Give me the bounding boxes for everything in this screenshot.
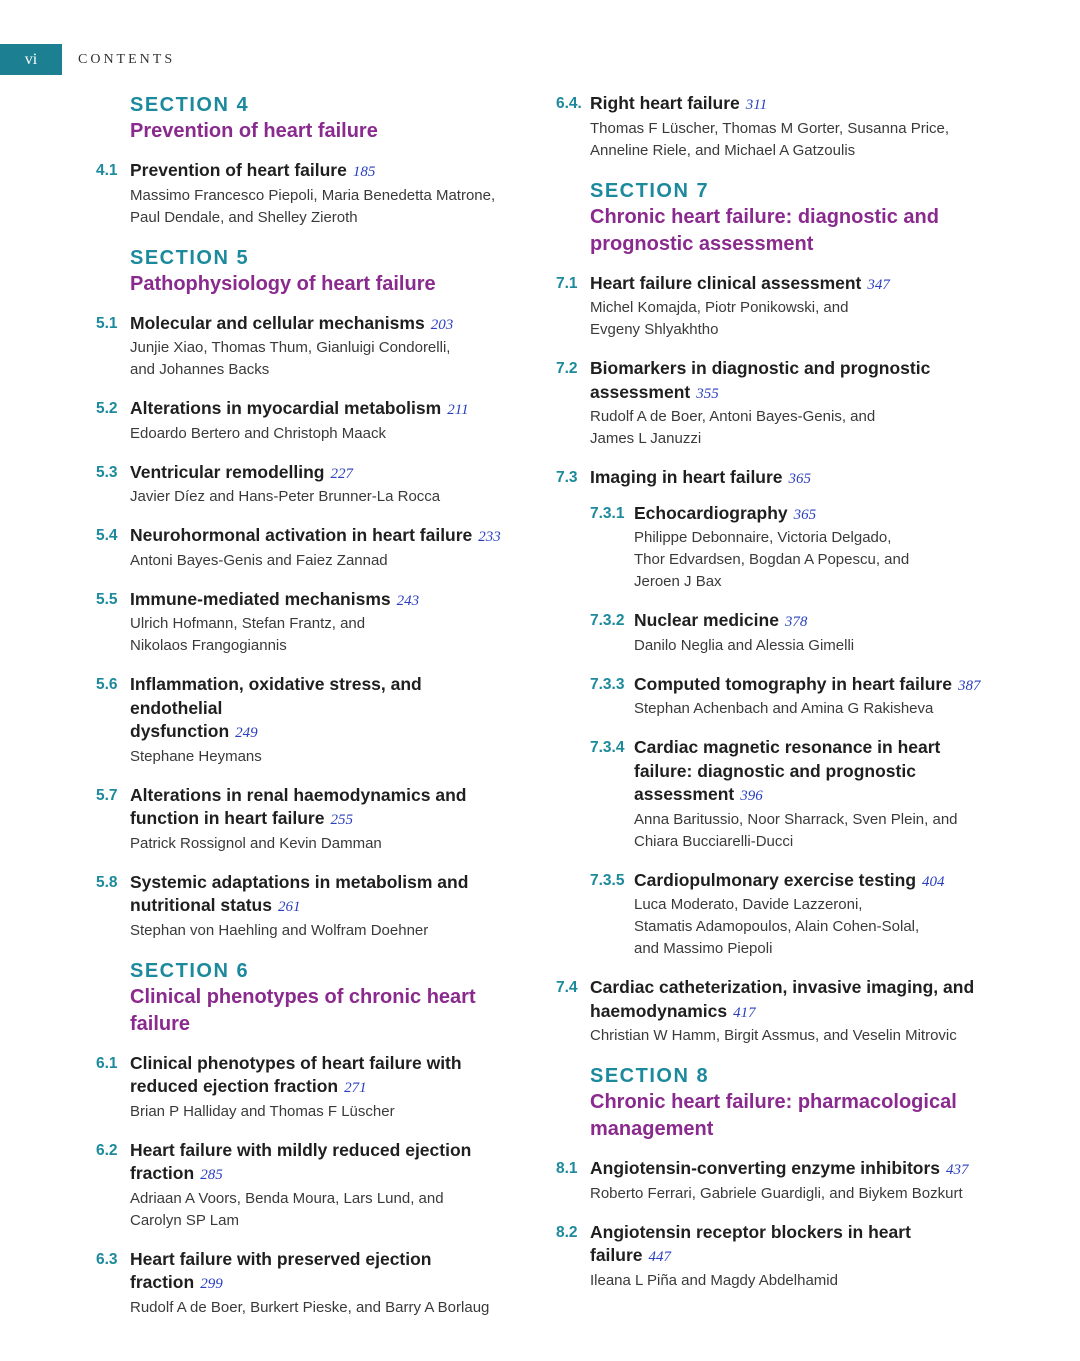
entry-authors: [590, 1025, 996, 1047]
entry-authors: [130, 833, 516, 855]
entry-authors: [634, 809, 996, 853]
entry-number: 5.8: [96, 873, 118, 891]
page-ref[interactable]: 299: [200, 1276, 223, 1292]
entry-title-text: assessment: [634, 784, 735, 804]
page-ref[interactable]: 311: [745, 97, 768, 113]
entry-number: 5.2: [96, 400, 118, 417]
page-ref[interactable]: 271: [344, 1080, 367, 1096]
entry-authors: [590, 406, 996, 450]
section-heading: [130, 92, 516, 145]
toc-entry[interactable]: [96, 461, 516, 509]
entry-title[interactable]: [130, 312, 516, 338]
entry-body: [590, 357, 996, 450]
subentry-list: [590, 502, 996, 961]
entry-title-line: [130, 807, 516, 833]
entry-title-line: Heart failure with preserved ejection: [130, 1248, 432, 1269]
entry-title-text: Ventricular remodelling: [130, 461, 325, 482]
author-line: Antoni Bayes-Genis and Faiez Zannad: [130, 551, 388, 569]
entry-title-line: [130, 1271, 516, 1297]
running-head: CONTENTS: [78, 51, 176, 67]
entry-authors: [130, 613, 516, 657]
entry-number: 5.6: [96, 676, 118, 693]
entry-title-line: [130, 1075, 516, 1101]
entry-title[interactable]: [590, 92, 996, 118]
entry-number: 5.4: [96, 527, 118, 544]
author-line: Philippe Debonnaire, Victoria Delgado,: [634, 529, 892, 546]
entry-title[interactable]: [130, 673, 516, 746]
toc-entry[interactable]: [556, 1157, 996, 1205]
author-line: Edoardo Bertero and Christoph Maack: [130, 424, 386, 442]
entry-authors: [130, 423, 516, 445]
entry-title-text: fraction: [130, 1272, 195, 1292]
section-label: SECTION 4: [130, 94, 250, 116]
entry-authors: [130, 1297, 516, 1319]
entry-authors: [634, 635, 996, 657]
toc-subentry[interactable]: [590, 736, 996, 853]
entry-title[interactable]: [130, 871, 516, 920]
toc-section: [96, 245, 516, 942]
entry-title-line: [130, 894, 516, 920]
entry-title-text: assessment: [590, 381, 691, 402]
toc-entry[interactable]: [96, 397, 516, 445]
entry-title[interactable]: [130, 461, 516, 487]
entry-number: 7.2: [556, 360, 578, 377]
section-title: [590, 204, 996, 258]
toc-entry[interactable]: [96, 1052, 516, 1123]
entry-title[interactable]: [590, 1221, 996, 1270]
page-ref[interactable]: 285: [200, 1167, 223, 1183]
entry-number: 5.3: [96, 463, 118, 481]
toc-entry[interactable]: [556, 92, 996, 162]
page-ref[interactable]: 387: [957, 677, 981, 694]
entry-title-text: Cardiopulmonary exercise testing: [634, 869, 917, 890]
entry-body: [130, 1139, 516, 1232]
author-line: Chiara Bucciarelli-Ducci: [634, 832, 794, 850]
toc-section: [96, 92, 516, 229]
entry-number: 7.3.5: [590, 871, 625, 889]
entry-title-line: [590, 1000, 996, 1026]
entry-title-line: Angiotensin receptor blockers in heart: [590, 1221, 911, 1242]
author-line: Javier Díez and Hans-Peter Brunner-La Rocca: [130, 488, 441, 505]
page-ref[interactable]: 447: [648, 1249, 672, 1265]
entry-title[interactable]: [590, 976, 996, 1025]
entry-title[interactable]: [130, 784, 516, 833]
toc-subentry[interactable]: [590, 609, 996, 657]
section-title-line: Chronic heart failure: pharmacological: [590, 1091, 957, 1113]
entry-body: [130, 524, 516, 572]
toc-subentry[interactable]: [590, 869, 996, 961]
entry-title-line: failure: diagnostic and prognostic: [634, 760, 916, 781]
entry-title-line: [130, 461, 516, 487]
entry-number: 8.2: [556, 1223, 578, 1241]
entry-authors: [590, 118, 996, 162]
author-line: Anneline Riele, and Michael A Gatzoulis: [590, 141, 856, 159]
entry-body: [130, 588, 516, 658]
entry-title-text: Right heart failure: [590, 93, 740, 113]
entry-number: 7.3: [556, 469, 578, 486]
entry-body: [130, 397, 516, 445]
author-line: Stephan Achenbach and Amina G Rakisheva: [634, 700, 934, 717]
author-line: Carolyn SP Lam: [130, 1211, 239, 1229]
entry-title-text: Neurohormonal activation in heart failure: [130, 525, 473, 545]
entry-number: 6.3: [96, 1250, 118, 1268]
section-heading: [130, 245, 516, 298]
entry-title-line: Systemic adaptations in metabolism and: [130, 871, 469, 892]
toc-right-column: [556, 92, 996, 1308]
section-title-line: Chronic heart failure: diagnostic and: [590, 205, 939, 228]
entry-title-text: fraction: [130, 1163, 195, 1183]
entry-title-line: [634, 502, 996, 528]
entry-body: [130, 784, 516, 855]
entry-title-text: nutritional status: [130, 895, 272, 915]
toc-entry[interactable]: [96, 1139, 516, 1232]
entry-authors: [130, 1101, 516, 1123]
entry-title-line: [590, 381, 996, 407]
author-line: Michel Komajda, Piotr Ponikowski, and: [590, 299, 849, 316]
page-ref[interactable]: 365: [793, 506, 817, 523]
entry-authors: [634, 894, 996, 960]
entry-body: [130, 871, 516, 942]
author-line: Patrick Rossignol and Kevin Damman: [130, 834, 382, 852]
entry-number: 6.2: [96, 1141, 118, 1159]
entry-authors: [590, 297, 996, 341]
entry-number: 7.3.1: [590, 504, 625, 522]
entry-authors: [130, 486, 516, 508]
page-ref[interactable]: 347: [867, 276, 890, 293]
entry-title-text: Computed tomography in heart failure: [634, 673, 952, 694]
author-line: Stephane Heymans: [130, 747, 262, 765]
toc-entry[interactable]: [556, 357, 996, 450]
toc-entry[interactable]: [96, 524, 516, 572]
entry-title-text: haemodynamics: [590, 1000, 728, 1021]
toc-entry[interactable]: [96, 312, 516, 382]
entry-title-line: [590, 1244, 996, 1270]
section-heading: [130, 958, 516, 1038]
entry-title-line: [634, 869, 996, 895]
entry-body: [634, 609, 996, 657]
page-ref[interactable]: 437: [946, 1162, 969, 1178]
page-ref[interactable]: 211: [447, 402, 469, 418]
toc-section: [556, 178, 996, 1048]
entry-title-text: Immune-mediated mechanisms: [130, 588, 391, 609]
entry-title-text: Prevention of heart failure: [130, 160, 347, 180]
author-line: Stephan von Haehling and Wolfram Doehner: [130, 921, 429, 939]
section-label: SECTION 8: [590, 1065, 710, 1087]
entry-title-line: Cardiac catheterization, invasive imaging, and: [590, 977, 975, 997]
entry-title-text: Nuclear medicine: [634, 610, 779, 630]
entry-number: 7.4: [556, 979, 578, 996]
author-line: Ulrich Hofmann, Stefan Frantz, and: [130, 615, 366, 632]
entry-number: 5.5: [96, 590, 118, 608]
entry-body: [590, 976, 996, 1047]
toc-subentry[interactable]: [590, 673, 996, 721]
author-line: and Massimo Piepoli: [634, 940, 773, 957]
entry-authors: [634, 527, 996, 593]
entry-title-line: [130, 720, 516, 746]
entry-title-text: reduced ejection fraction: [130, 1076, 339, 1096]
entry-title-line: [130, 397, 516, 423]
entry-body: [130, 1248, 516, 1319]
entry-title-text: Angiotensin-converting enzyme inhibitors: [590, 1158, 941, 1178]
section-heading: [590, 1063, 996, 1143]
entry-authors: [130, 920, 516, 942]
entry-title-line: Alterations in renal haemodynamics and: [130, 784, 467, 805]
entry-title-line: [130, 524, 516, 550]
entry-title-line: [130, 312, 516, 338]
author-line: Christian W Hamm, Birgit Assmus, and Veselin Mitrovic: [590, 1027, 957, 1044]
section-title-line: management: [590, 1118, 714, 1140]
toc-entry[interactable]: [96, 1248, 516, 1319]
entry-title-line: [634, 609, 996, 635]
entry-body: [130, 312, 516, 382]
author-line: Massimo Francesco Piepoli, Maria Benedetta Matrone,: [130, 186, 496, 204]
author-line: Anna Baritussio, Noor Sharrack, Sven Plein, and: [634, 810, 958, 828]
toc-entry[interactable]: [556, 272, 996, 342]
entry-title[interactable]: [130, 1248, 516, 1297]
toc-entry[interactable]: [96, 784, 516, 855]
toc-subentry[interactable]: [590, 502, 996, 594]
toc-entry[interactable]: [96, 871, 516, 942]
entry-body: [634, 502, 996, 594]
entry-title[interactable]: [590, 466, 996, 492]
author-line: Thor Edvardsen, Bogdan A Popescu, and: [634, 551, 910, 568]
author-line: Nikolaos Frangogiannis: [130, 637, 287, 654]
entry-number: 7.3.2: [590, 612, 625, 629]
entry-authors: [590, 1270, 996, 1292]
entry-authors: [130, 550, 516, 572]
entry-title-line: Inflammation, oxidative stress, and endothelial: [130, 674, 422, 718]
page-ref[interactable]: 261: [277, 899, 301, 915]
entry-title-line: [634, 673, 996, 699]
entry-title-line: [590, 1157, 996, 1183]
entry-body: [130, 673, 516, 768]
entry-body: [590, 1157, 996, 1205]
entry-title[interactable]: [634, 502, 996, 528]
entry-title-line: Cardiac magnetic resonance in heart: [634, 737, 941, 757]
entry-authors: [130, 1188, 516, 1232]
entry-body: [590, 466, 996, 492]
toc-section: [96, 958, 516, 1319]
page-ref[interactable]: 203: [430, 316, 454, 333]
entry-title-line: [130, 1162, 516, 1188]
entry-title-line: [130, 159, 516, 185]
toc-entry[interactable]: [556, 976, 996, 1047]
entry-title[interactable]: [130, 1052, 516, 1101]
entry-body: [130, 159, 516, 229]
page-ref[interactable]: 404: [922, 873, 945, 890]
author-line: Rudolf A de Boer, Burkert Pieske, and Barry A Borlaug: [130, 1298, 490, 1316]
section-label: SECTION 5: [130, 246, 250, 269]
page-ref[interactable]: 243: [396, 592, 420, 609]
toc-section: [556, 1063, 996, 1292]
entry-title-text: Molecular and cellular mechanisms: [130, 312, 425, 333]
entry-title[interactable]: [590, 1157, 996, 1183]
author-line: Paul Dendale, and Shelley Zieroth: [130, 208, 358, 226]
page-ref[interactable]: 355: [696, 385, 719, 402]
entry-title[interactable]: [634, 673, 996, 699]
entry-number: 5.1: [96, 314, 118, 332]
entry-authors: [130, 185, 516, 229]
entry-authors: [130, 746, 516, 768]
page-ref[interactable]: 365: [788, 471, 812, 487]
author-line: Luca Moderato, Davide Lazzeroni,: [634, 896, 863, 913]
section-title-line: Clinical phenotypes of chronic heart: [130, 985, 476, 1008]
toc-left-column: [96, 92, 516, 1335]
toc-entry[interactable]: [96, 673, 516, 768]
entry-number: 7.1: [556, 274, 578, 292]
entry-body: [634, 869, 996, 961]
entry-body: [590, 92, 996, 162]
entry-body: [130, 461, 516, 509]
section-heading: [590, 178, 996, 258]
author-line: Evgeny Shlyakhtho: [590, 321, 719, 338]
entry-title[interactable]: [634, 869, 996, 895]
section-title-line: Pathophysiology of heart failure: [130, 272, 436, 295]
entry-title[interactable]: [590, 272, 996, 298]
entry-title-text: Heart failure clinical assessment: [590, 272, 862, 293]
entry-number: 4.1: [96, 162, 118, 179]
section-label: SECTION 7: [590, 179, 710, 202]
entry-title-line: [634, 783, 996, 809]
toc-entry[interactable]: [556, 466, 996, 492]
toc-section: [556, 92, 996, 162]
entry-title[interactable]: [130, 397, 516, 423]
toc-entry[interactable]: [96, 588, 516, 658]
author-line: Danilo Neglia and Alessia Gimelli: [634, 636, 855, 654]
entry-title-line: [130, 588, 516, 614]
entry-body: [634, 736, 996, 853]
section-title: [130, 271, 516, 298]
page-number: vi: [0, 44, 62, 75]
page-ref[interactable]: 378: [784, 614, 808, 630]
entry-title-text: function in heart failure: [130, 808, 325, 828]
entry-title[interactable]: [130, 588, 516, 614]
entry-title[interactable]: [130, 524, 516, 550]
entry-title-line: Clinical phenotypes of heart failure with: [130, 1052, 462, 1073]
entry-title-text: dysfunction: [130, 721, 230, 741]
entry-title-text: Alterations in myocardial metabolism: [130, 398, 442, 418]
entry-title-line: [590, 466, 996, 492]
page-ref[interactable]: 396: [740, 788, 763, 804]
entry-title-line: Biomarkers in diagnostic and prognostic: [590, 358, 931, 378]
section-title: [590, 1089, 996, 1143]
section-label: SECTION 6: [130, 959, 250, 982]
section-title: [130, 118, 516, 145]
author-line: Junjie Xiao, Thomas Thum, Gianluigi Condorelli,: [130, 339, 451, 356]
page-ref[interactable]: 233: [478, 529, 501, 545]
section-title-line: failure: [130, 1012, 191, 1035]
author-line: Rudolf A de Boer, Antoni Bayes-Genis, and: [590, 408, 876, 425]
entry-number: 6.4.: [556, 95, 582, 112]
toc-entry[interactable]: [96, 159, 516, 229]
entry-title[interactable]: [634, 609, 996, 635]
page-ref[interactable]: 255: [330, 812, 353, 828]
entry-title-text: failure: [590, 1245, 643, 1265]
entry-title-line: [590, 92, 996, 118]
page-ref[interactable]: 249: [235, 725, 258, 741]
page-ref[interactable]: 185: [352, 164, 376, 180]
author-line: Stamatis Adamopoulos, Alain Cohen-Solal,: [634, 918, 920, 935]
entry-number: 7.3.3: [590, 675, 625, 693]
entry-title-line: Heart failure with mildly reduced ejection: [130, 1139, 472, 1160]
author-line: Adriaan A Voors, Benda Moura, Lars Lund, and: [130, 1189, 444, 1207]
section-title-line: Prevention of heart failure: [130, 120, 378, 142]
entry-body: [590, 1221, 996, 1292]
section-title: [130, 984, 516, 1038]
entry-body: [634, 673, 996, 721]
entry-authors: [634, 698, 996, 720]
page-ref[interactable]: 227: [330, 465, 353, 482]
entry-title-text: Echocardiography: [634, 502, 788, 523]
entry-number: 5.7: [96, 786, 118, 804]
author-line: Roberto Ferrari, Gabriele Guardigli, and Biykem Bozkurt: [590, 1184, 963, 1202]
entry-title-text: Imaging in heart failure: [590, 467, 783, 487]
entry-title[interactable]: [130, 1139, 516, 1188]
entry-number: 7.3.4: [590, 739, 625, 756]
author-line: Jeroen J Bax: [634, 573, 722, 590]
author-line: and Johannes Backs: [130, 361, 270, 378]
author-line: James L Januzzi: [590, 430, 702, 447]
toc-entry[interactable]: [556, 1221, 996, 1292]
entry-number: 6.1: [96, 1054, 118, 1072]
author-line: Brian P Halliday and Thomas F Lüscher: [130, 1102, 395, 1120]
page-ref[interactable]: 417: [733, 1004, 756, 1021]
section-title-line: prognostic assessment: [590, 232, 814, 255]
entry-title[interactable]: [634, 736, 996, 809]
entry-title-line: [590, 272, 996, 298]
entry-number: 8.1: [556, 1160, 578, 1177]
entry-title[interactable]: [590, 357, 996, 406]
author-line: Thomas F Lüscher, Thomas M Gorter, Susanna Price,: [590, 119, 950, 137]
author-line: Ileana L Piña and Magdy Abdelhamid: [590, 1271, 838, 1289]
entry-authors: [130, 337, 516, 381]
entry-authors: [590, 1183, 996, 1205]
entry-title[interactable]: [130, 159, 516, 185]
entry-body: [590, 272, 996, 342]
page-header: [0, 44, 175, 75]
entry-body: [130, 1052, 516, 1123]
